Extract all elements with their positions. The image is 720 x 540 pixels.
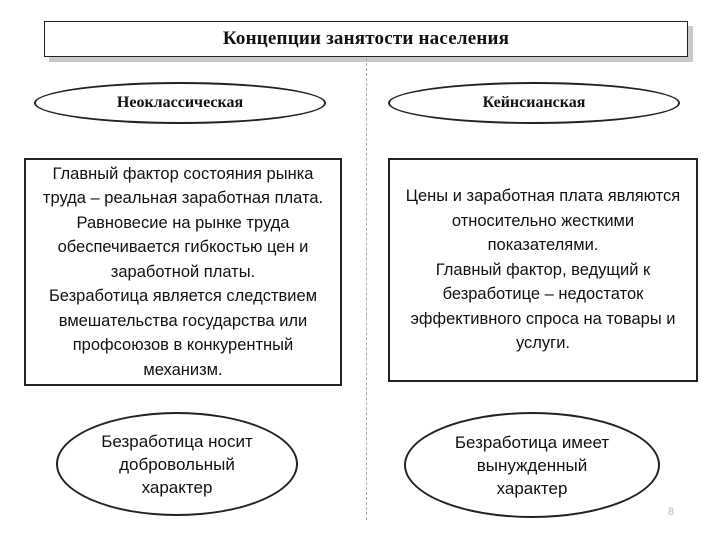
neoclassical-description-box — [24, 158, 342, 386]
keynesian-heading: Кейнсианская — [482, 94, 586, 111]
neoclassical-point-1: Главный фактор состояния рынка труда – реальная заработная плата. — [42, 164, 324, 208]
page-number: 8 — [668, 506, 675, 518]
keynesian-conclusion-line-1: Безработица имеет — [454, 432, 610, 452]
keynesian-point-2: Главный фактор, ведущий к безработице – недостаток эффективного спроса на товары и услуги. — [410, 260, 676, 353]
neoclassical-conclusion-oval — [56, 412, 298, 516]
neoclassical-point-2: Равновесие на рынке труда обеспечивается гибкостью цен и заработной платы. — [57, 213, 309, 281]
keynesian-point-1: Цены и заработная плата являются относительно жесткими показателями. — [405, 187, 681, 255]
neoclassical-conclusion-line-2: добровольный — [119, 454, 235, 474]
keynesian-heading-oval — [388, 82, 680, 124]
neoclassical-conclusion-line-3: характер — [141, 477, 213, 497]
keynesian-conclusion-oval — [404, 412, 660, 518]
neoclassical-heading: Неоклассическая — [116, 94, 244, 111]
keynesian-description-box — [388, 158, 698, 382]
center-divider — [366, 58, 367, 520]
keynesian-conclusion-line-2: вынужденный — [476, 455, 588, 475]
diagram-title: Концепции занятости населения — [44, 21, 688, 57]
keynesian-conclusion-line-3: характер — [496, 478, 568, 498]
neoclassical-heading-oval — [34, 82, 326, 124]
neoclassical-point-3: Безработица является следствием вмешательства государства или профсоюзов в конкурентный механизм. — [48, 287, 318, 379]
neoclassical-conclusion-line-1: Безработица носит — [101, 431, 253, 451]
